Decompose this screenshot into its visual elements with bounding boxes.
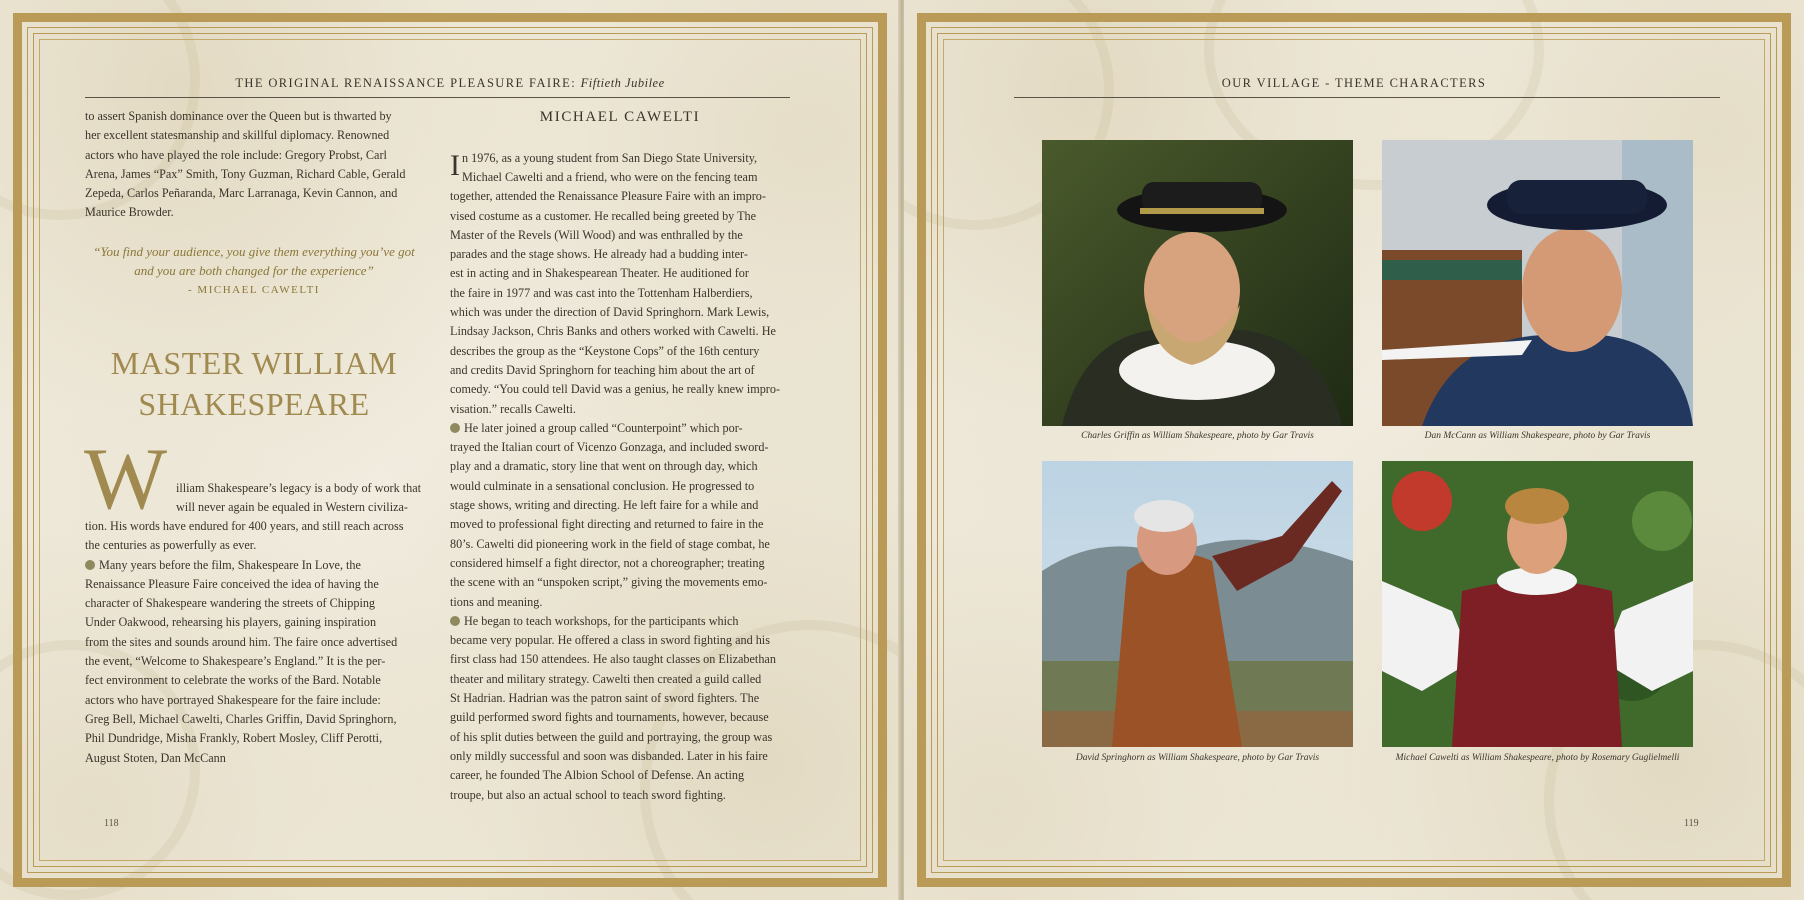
text-line: the event, “Welcome to Shakespeare’s England.” It is the per-: [85, 654, 386, 669]
text-line: Renaissance Pleasure Faire conceived the idea of having the: [85, 576, 379, 591]
text-line: actors who have portrayed Shakespeare for the faire include:: [85, 692, 381, 707]
text-line: He later joined a group called “Counterpoint” which por-: [450, 419, 790, 438]
column-heading: MICHAEL CAWELTI: [539, 109, 701, 125]
text-line: theater and military strategy. Cawelti then created a guild called: [450, 671, 762, 686]
header-rule: [85, 97, 790, 98]
shakespeare-paragraph: [85, 517, 423, 768]
text-line: vised costume as a customer. He recalled being greeted by The: [450, 208, 757, 223]
photo-caption: David Springhorn as William Shakespeare, photo by Gar Travis: [1075, 753, 1320, 763]
text-line: comedy. “You could tell David was a genius, he really knew impro-: [450, 382, 781, 397]
text-line: Many years before the film, Shakespeare In Love, the: [85, 556, 423, 575]
text-line: Michael Cawelti and a friend, who were on the fencing team: [462, 170, 758, 184]
text-line: first class had 150 attendees. He also taught classes on Elizabethan: [450, 652, 776, 667]
text-line: only mildly successful and soon was disbanded. Later in his faire: [450, 748, 768, 763]
photo-david-springhorn: [1042, 461, 1353, 747]
text-line: visation.” recalls Cawelti.: [450, 401, 576, 416]
section-title-line: MASTER WILLIAM: [110, 345, 398, 381]
text-line: Phil Dundridge, Misha Frankly, Robert Mosley, Cliff Perotti,: [85, 731, 383, 746]
running-header: [100, 76, 800, 91]
quote-line: and you are both changed for the experience”: [134, 263, 374, 278]
text-line: moved to professional fight directing and returned to faire in the: [450, 517, 764, 532]
text-line: to assert Spanish dominance over the Queen but is thwarted by: [85, 109, 392, 123]
text-line: from the sites and sounds around him. The faire once advertised: [85, 634, 398, 649]
page-number: 118: [104, 818, 119, 829]
text-line: fect environment to celebrate the works of the Bard. Notable: [85, 673, 381, 688]
text-line: the faire in 1977 and was cast into the Tottenham Halberdiers,: [450, 285, 753, 300]
text-line: Under Oakwood, rehearsing his players, gaining inspiration: [85, 615, 377, 630]
left-page: [0, 0, 900, 900]
text-line: stage shows, writing and directing. He left faire for a while and: [450, 498, 759, 513]
text-line: considered himself a fight director, not a choreographer; treating: [450, 555, 765, 570]
quote-line: “You find your audience, you give them everything you’ve got: [93, 244, 415, 259]
page-number: 119: [1684, 818, 1699, 829]
text-line: describes the group as the “Keystone Cops” of the 16th century: [450, 343, 760, 358]
text-line: Zepeda, Carlos Peñaranda, Marc Larranaga, Kevin Cannon, and: [85, 186, 398, 201]
text-line: troupe, but also an actual school to teach sword fighting.: [450, 787, 726, 802]
photo-charles-griffin: [1042, 140, 1353, 426]
section-title-line: SHAKESPEARE: [138, 386, 370, 422]
text-line: trayed the Italian court of Vicenzo Gonzaga, and included sword-: [450, 440, 769, 455]
text-line: career, he founded The Albion School of Defense. An acting: [450, 768, 745, 783]
text-line: Arena, James “Pax” Smith, Tony Guzman, Richard Cable, Gerald: [85, 166, 406, 181]
text-line: the scene with an “unspoken script,” giving the movements emo-: [450, 575, 768, 590]
text-line: August Stoten, Dan McCann: [85, 750, 226, 765]
header-subtitle: Fiftieth Jubilee: [580, 76, 665, 90]
photo-dan-mccann: [1382, 140, 1693, 426]
section-title: [85, 343, 423, 425]
text-line: will never again be equaled in Western civiliza-: [176, 500, 408, 515]
text-line: St Hadrian. Hadrian was the patron saint of sword fighters. The: [450, 691, 760, 706]
drop-cap: W: [84, 431, 168, 528]
text-line: est in acting and in Shakespearean Theater. He auditioned for: [450, 266, 749, 281]
bullet-icon: [450, 616, 460, 626]
header-title: THE ORIGINAL RENAISSANCE PLEASURE FAIRE:: [235, 76, 577, 90]
text-line: 80’s. Cawelti did pioneering work in the field of stage combat, he: [450, 536, 770, 551]
text-line: He began to teach workshops, for the participants which: [450, 612, 790, 631]
text-line: play and a dramatic, story line that went on through day, which: [450, 459, 758, 474]
intro-paragraph: [85, 107, 423, 223]
bullet-icon: [450, 423, 460, 433]
text-line: tions and meaning.: [450, 594, 543, 609]
photo-caption: Dan McCann as William Shakespeare, photo by Gar Travis: [1424, 431, 1651, 441]
text-line: character of Shakespeare wandering the streets of Chipping: [85, 596, 376, 611]
quote-attribution: - MICHAEL CAWELTI: [188, 284, 320, 296]
pull-quote: [85, 242, 423, 280]
photo-caption: Michael Cawelti as William Shakespeare, photo by Rosemary Guglielmelli: [1395, 753, 1680, 763]
right-page: [904, 0, 1804, 900]
photo-caption: Charles Griffin as William Shakespeare, photo by Gar Travis: [1081, 431, 1314, 441]
running-header: OUR VILLAGE - THEME CHARACTERS: [1221, 76, 1487, 90]
text-line: became very popular. He offered a class in sword fighting and his: [450, 633, 770, 648]
header-rule: [1014, 97, 1720, 98]
text-line: together, attended the Renaissance Pleasure Faire with an impro-: [450, 189, 766, 204]
text-line: parades and the stage shows. He already had a budding inter-: [450, 247, 748, 262]
text-line: tion. His words have endured for 400 years, and still reach across: [85, 519, 404, 533]
bullet-icon: [85, 560, 95, 570]
text-line: guild performed sword fights and tournaments, however, because: [450, 710, 769, 725]
shakespeare-paragraph-start: [176, 479, 423, 518]
photo-michael-cawelti: [1382, 461, 1693, 747]
cawelti-paragraph-1: [450, 168, 790, 805]
text-line: her excellent statesmanship and skillful diplomacy. Renowned: [85, 128, 390, 143]
text-line: Greg Bell, Michael Cawelti, Charles Griffin, David Springhorn,: [85, 711, 397, 726]
text-line: Maurice Browder.: [85, 205, 174, 220]
text-line: and credits David Springhorn for teaching him about the art of: [450, 362, 755, 377]
text-line: Master of the Revels (Will Wood) and was enthralled by the: [450, 227, 743, 242]
drop-cap: I: [450, 149, 460, 182]
text-line: of his split duties between the guild and portraying, the group was: [450, 729, 773, 744]
cawelti-paragraph-start: n 1976, as a young student from San Diego State University,: [462, 151, 758, 165]
text-line: the centuries as powerfully as ever.: [85, 538, 257, 553]
text-line: illiam Shakespeare’s legacy is a body of work that: [176, 481, 422, 495]
text-line: actors who have played the role include: Gregory Probst, Carl: [85, 147, 387, 162]
text-line: Lindsay Jackson, Chris Banks and others worked with Cawelti. He: [450, 324, 776, 339]
text-line: which was under the direction of David Springhorn. Mark Lewis,: [450, 305, 770, 320]
text-line: would culminate in a sensational conclusion. He progressed to: [450, 478, 755, 493]
